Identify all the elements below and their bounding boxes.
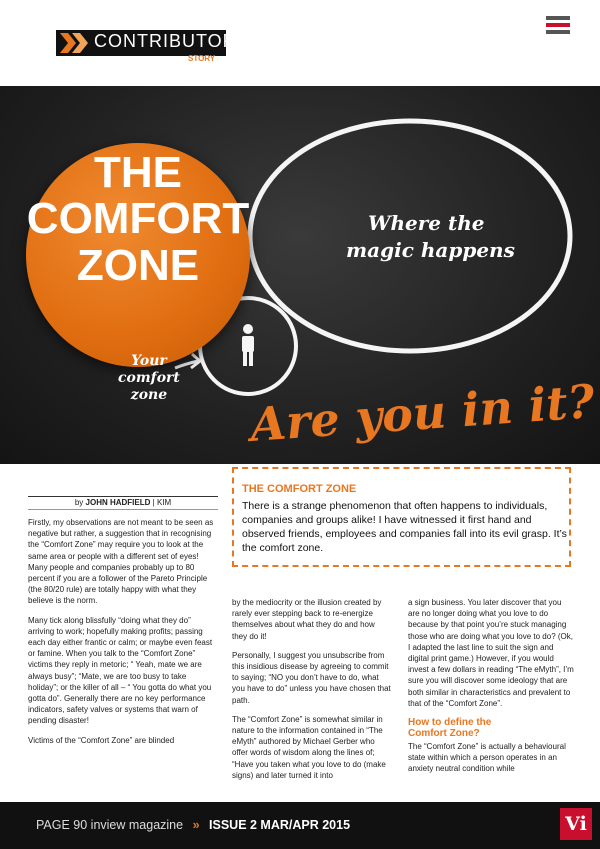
byline (28, 496, 218, 510)
chevron-separator-icon: » (192, 818, 200, 832)
page-header (0, 0, 600, 86)
byline-suffix: | KIM (152, 498, 172, 507)
your-line1: Your (131, 353, 167, 369)
magazine-name: inview magazine (90, 818, 184, 832)
magic-text-line1: Where the (368, 211, 485, 235)
article-column-2 (232, 597, 392, 789)
page-footer (0, 802, 600, 849)
footer-text (36, 818, 350, 832)
callout-box (232, 467, 571, 567)
paragraph: The “Comfort Zone” is somewhat similar in nature to the information contained in “The eMyth” authored by Michael Gerber who offer words of wisdom along the lines of; “Have you taken what you love to do (make signs) and later turned it into (232, 714, 386, 780)
your-line3: zone (130, 387, 168, 403)
your-line2: comfort (118, 370, 180, 386)
callout-body: There is a strange phenomenon that often happens to individuals, companies and groups alike! I have witnessed it first hand and observed friends, employees and companies fall into its evil grasp. It’s the comfort zone. (242, 500, 567, 554)
subheading (408, 717, 574, 739)
paragraph: The “Comfort Zone” is actually a behavioural state within which a person operates in an anxiety neutral condition while (408, 742, 566, 774)
byline-prefix: by (74, 498, 84, 507)
subheading-line2: Comfort Zone? (408, 728, 480, 740)
circle-title-line1: THE (94, 148, 182, 197)
page-number: PAGE 90 (36, 818, 88, 832)
section-sublabel: STORY (188, 54, 216, 63)
circle-title-line3: ZONE (76, 241, 200, 290)
paragraph: Firstly, my observations are not meant to be seen as negative but rather, a suggestion that in recognising the “Comfort Zone” may require you to look at the same area or people with a different set of eyes! Many people and companies probably up to 80 percent if you are a follower of the Pareto Principle (the 80/20 rule) are totally happy with what they believe is the norm. (28, 518, 214, 606)
paragraph: by the mediocrity or the illusion created by rarely ever stepping back to re-energize themselves about what they do and how they do it! (232, 598, 382, 641)
magic-text-line2: magic happens (346, 238, 515, 262)
circle-title-line2: COMFORT (26, 194, 250, 243)
paragraph: a sign business. You later discover that you are no longer doing what you love to do because by that point you’re stuck managing those who are doing what you love to do? (Ok, I adapted the last line to suit the sign and digital print game.) However, if you would invest a few dollars in reading “The eMyth”, I’m sure you will discover some ideology that are both similar in characteristics and prevalent to that of the “Comfort Zone”. (408, 598, 574, 708)
headline: Are you in it? (248, 374, 597, 452)
paragraph: Victims of the “Comfort Zone” are blinded (28, 735, 175, 745)
byline-author: JOHN HADFIELD (85, 498, 151, 507)
paragraph: Many tick along blissfully “doing what they do” arriving to work; hopefully making profits; passing each day either frantic or calm; or maybe even feast or famine. When you talk to the “Comfort Zone” victims they reply in metoric; “ Yeah, mate we are always busy”; “Mate, we are too busy to take holiday”; or the killer of all – “ You gotta do what you gotta do”. Generally there are no key performance indicators, safety valves or systems that warn of pending disaster! (28, 615, 213, 726)
double-chevron-icon (60, 33, 90, 53)
issue-label: ISSUE 2 MAR/APR 2015 (209, 818, 351, 832)
article-column-1 (28, 517, 218, 754)
hero-illustration (0, 86, 600, 464)
your-comfort-zone-label (118, 353, 180, 404)
callout-title: THE COMFORT ZONE (242, 483, 357, 495)
person-figure-icon (242, 324, 254, 366)
magazine-logo: Vi (560, 808, 592, 840)
paragraph: Personally, I suggest you unsubscribe from this insidious disease by agreeing to commit to saying; “NO you don’t have to do, what you have to do” unless you have chosen that path. (232, 650, 391, 705)
magic-ellipse (250, 121, 570, 351)
article-column-3 (408, 597, 574, 783)
subheading-line1: How to define the (408, 717, 492, 729)
section-label: CONTRIBUTOR (94, 31, 237, 51)
